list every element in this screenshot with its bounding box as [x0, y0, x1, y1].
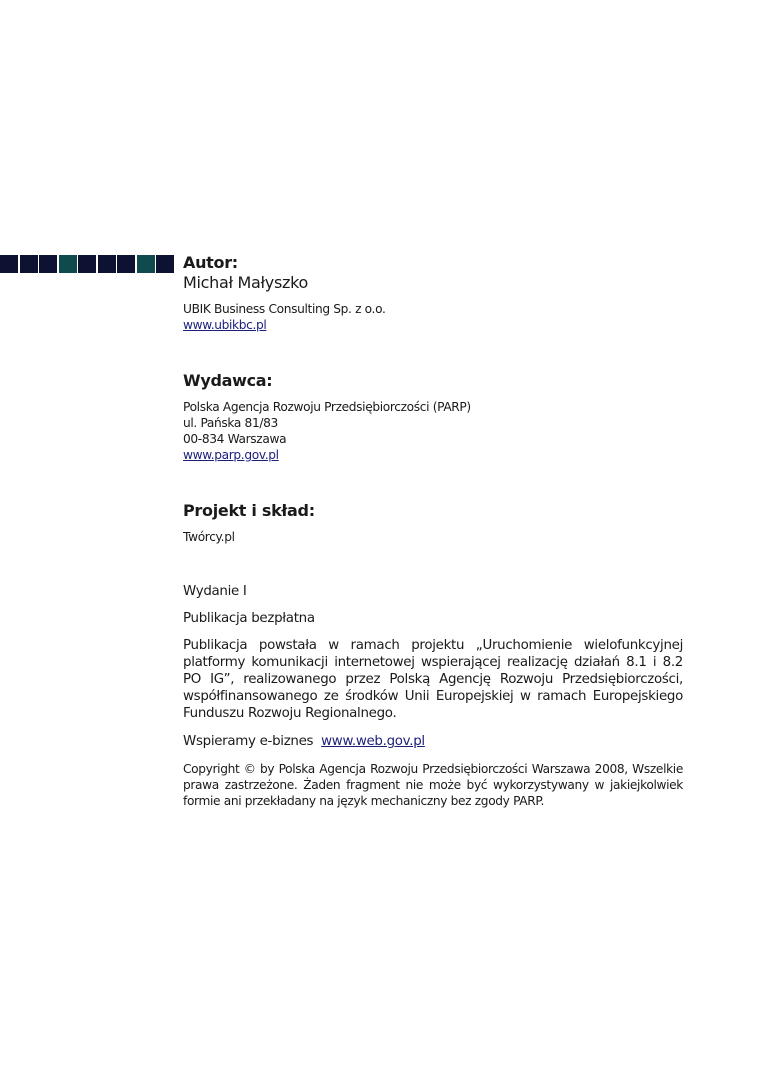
decor-square — [59, 255, 77, 273]
free-publication-note: Publikacja bezpłatna — [183, 611, 315, 626]
decor-square — [78, 255, 96, 273]
design-name: Twórcy.pl — [183, 530, 235, 544]
author-section — [183, 253, 683, 333]
publisher-line: 00-834 Warszawa — [183, 432, 287, 446]
decor-square — [39, 255, 57, 273]
edition-label: Wydanie I — [183, 584, 247, 599]
author-company: UBIK Business Consulting Sp. z o.o. — [183, 302, 386, 316]
publisher-line: ul. Pańska 81/83 — [183, 416, 278, 430]
design-section — [183, 501, 683, 545]
publisher-section — [183, 371, 683, 463]
decor-square — [156, 255, 174, 273]
design-heading: Projekt i skład: — [183, 501, 315, 520]
decorative-square-strip — [0, 255, 174, 273]
author-name: Michał Małyszko — [183, 273, 308, 292]
copyright-paragraph: Copyright © by Polska Agencja Rozwoju Przedsiębiorczości Warszawa 2008, Wszelkie prawa zastrzeżone. Żaden fragment nie może być wykorzystywany w jakiejkolwiek formie ani przekładany na język mechaniczny bez zgody PARP. — [183, 762, 683, 808]
author-website-link[interactable]: www.ubikbc.pl — [183, 318, 267, 332]
decor-square — [98, 255, 116, 273]
decor-square — [117, 255, 135, 273]
publisher-line: Polska Agencja Rozwoju Przedsiębiorczości (PARP) — [183, 400, 471, 414]
publisher-website-link[interactable]: www.parp.gov.pl — [183, 448, 279, 462]
decor-square — [0, 255, 18, 273]
decor-square — [137, 255, 155, 273]
author-heading: Autor: — [183, 253, 238, 272]
decor-square — [20, 255, 38, 273]
project-note-paragraph: Publikacja powstała w ramach projektu „Uruchomienie wielofunkcyjnej platformy komunikacji internetowej wspierającej realizację działań 8.1 i 8.2 PO IG”, realizowanego przez Polską Agencję Rozwoju Przedsiębiorczości, współfinansowanego ze środków Unii Europejskiej w ramach Europejskiego Funduszu Rozwoju Regionalnego. — [183, 638, 683, 721]
support-website-link[interactable]: www.web.gov.pl — [321, 734, 425, 749]
publisher-heading: Wydawca: — [183, 371, 273, 390]
support-line — [183, 733, 683, 750]
support-label: Wspieramy e-biznes — [183, 734, 314, 749]
